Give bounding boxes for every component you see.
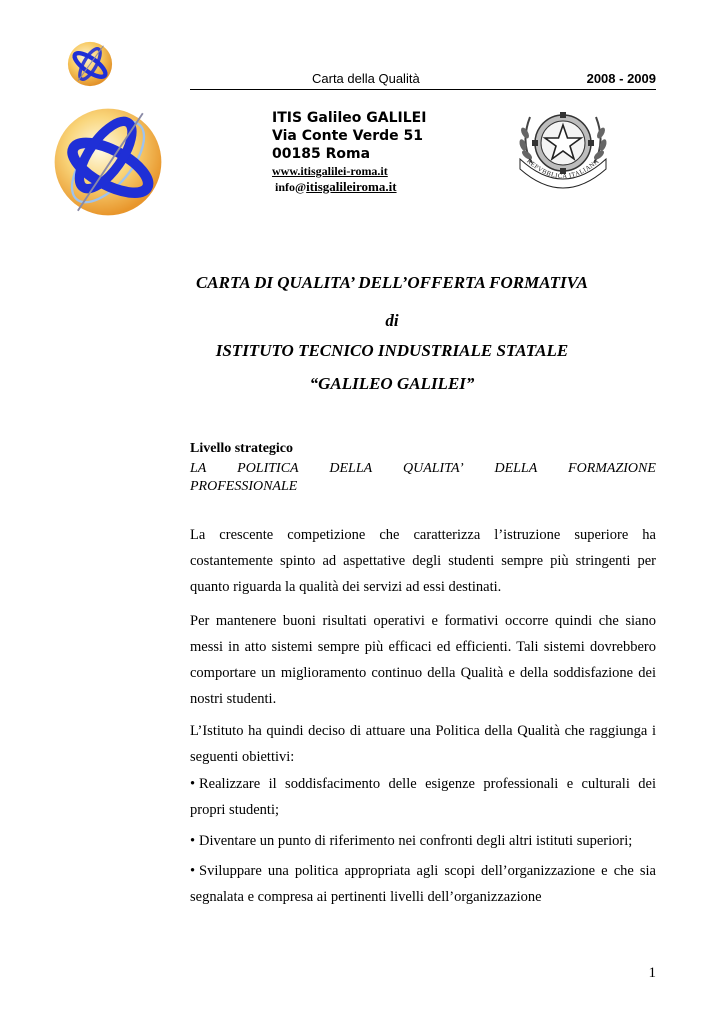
policy-word: DELLA <box>329 461 373 476</box>
school-email-link[interactable]: itisgalileiroma.it <box>306 179 397 194</box>
paragraph-systems: Per mantenere buoni risultati operativi e formativi occorre quindi che siano messi in atto sistemi sempre più efficaci ed efficienti. Tali sistemi dovrebbero comportare un miglioramento continuo della Qualità e della soddisfazione dei nostri studenti. <box>190 613 656 707</box>
school-website-link[interactable]: www.itisgalilei-roma.it <box>272 164 388 178</box>
school-street: Via Conte Verde 51 <box>272 128 423 144</box>
paragraph-competition: La crescente competizione che caratterizza l’istruzione superiore ha costantemente spinto ad aspettative degli studenti sempre più stringenti per quanto riguarda la qualità dei servizi ad essi destinati. <box>190 527 656 595</box>
policy-word: PROFESSIONALE <box>190 479 298 494</box>
section-level-heading: Livello strategico <box>190 441 294 456</box>
email-prefix: info@ <box>275 180 307 194</box>
paragraph-objectives-intro: L’Istituto ha quindi deciso di attuare una Politica della Qualità che raggiunga i seguenti obiettivi: <box>190 723 656 765</box>
list-item-text: Realizzare il soddisfacimento delle esigenze professionali e culturali dei propri studenti; <box>190 776 656 818</box>
policy-word: POLITICA <box>237 461 299 476</box>
list-item <box>190 771 656 823</box>
school-logo-icon <box>50 104 166 220</box>
policy-word: LA <box>190 461 207 476</box>
header-document-title: Carta della Qualità <box>312 71 420 86</box>
school-name: ITIS Galileo GALILEI <box>272 110 427 126</box>
school-logo-small-icon <box>66 40 114 88</box>
list-item-text: Diventare un punto di riferimento nei confronti degli altri istituti superiori; <box>199 833 633 849</box>
emblem-ribbon-text: REPVBBLICA ITALIANA <box>525 157 601 181</box>
list-item <box>190 828 656 854</box>
document-title: CARTA DI QUALITA’ DELL’OFFERTA FORMATIVA <box>195 273 589 292</box>
bullet-icon: • <box>190 776 196 792</box>
school-city: 00185 Roma <box>272 146 371 162</box>
policy-word: FORMAZIONE <box>568 461 656 476</box>
policy-heading <box>190 460 656 496</box>
title-connector: di <box>385 311 399 330</box>
list-item-text: Sviluppare una politica appropriata agli scopi dell’organizzazione e che sia segnalata e compresa ai pertinenti livelli dell’organizzazione <box>190 863 656 905</box>
policy-word: DELLA <box>494 461 538 476</box>
header-school-year: 2008 - 2009 <box>586 71 656 86</box>
policy-word: QUALITA’ <box>402 461 464 476</box>
header-divider <box>190 89 656 90</box>
institute-type-title: ISTITUTO TECNICO INDUSTRIALE STATALE <box>215 341 569 360</box>
bullet-icon: • <box>190 863 196 879</box>
list-item <box>190 858 656 910</box>
bullet-icon: • <box>190 833 196 849</box>
italian-republic-emblem-icon <box>510 103 616 193</box>
school-contact-block <box>272 109 426 195</box>
institute-name-title: “GALILEO GALILEI” <box>309 374 475 393</box>
page-number: 1 <box>648 965 656 981</box>
